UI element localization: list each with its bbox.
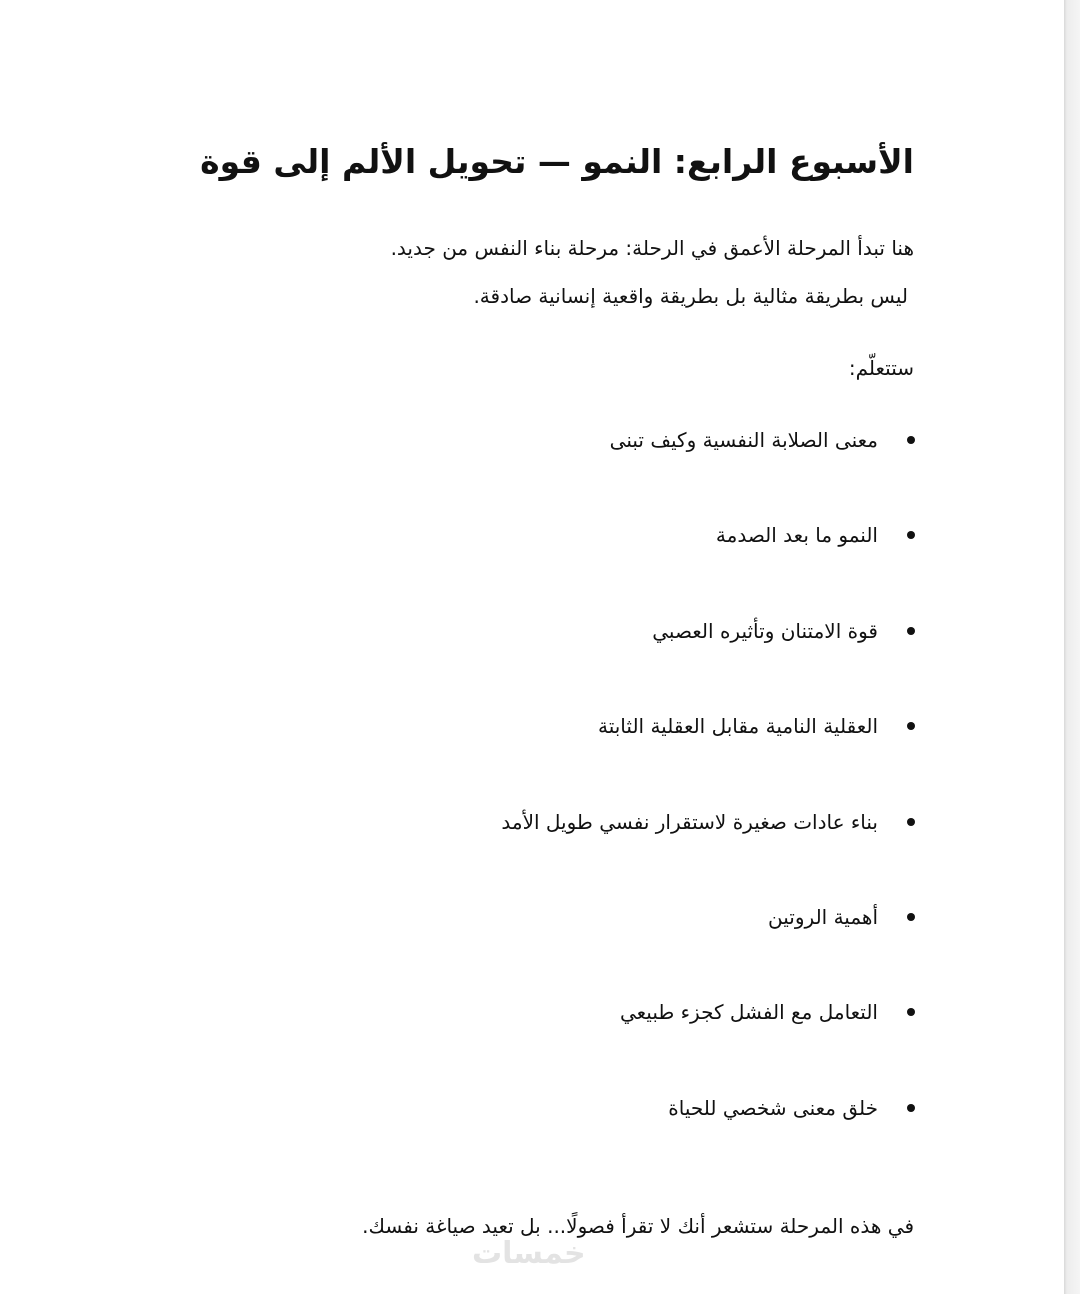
- closing-paragraph: في هذه المرحلة ستشعر أنك لا تقرأ فصولًا... بل تعيد صياغة نفسك.: [362, 1214, 914, 1238]
- bullet-icon: [907, 913, 915, 921]
- list-item: [501, 420, 878, 515]
- learn-label: ستتعلّم:: [848, 356, 914, 380]
- list-item-text: أهمية الروتين: [768, 904, 878, 929]
- list-item: [501, 802, 878, 897]
- intro-line-2: ليس بطريقة مثالية بل بطريقة واقعية إنسانية صادقة.: [473, 284, 908, 308]
- list-item-text: قوة الامتنان وتأثيره العصبي: [652, 618, 878, 643]
- list-item-text: بناء عادات صغيرة لاستقرار نفسي طويل الأمد: [501, 809, 878, 834]
- list-item-text: النمو ما بعد الصدمة: [715, 523, 878, 548]
- list-item: [501, 611, 878, 706]
- bullet-icon: [907, 1008, 915, 1016]
- list-item: [501, 1088, 878, 1183]
- bullet-icon: [907, 436, 915, 444]
- page-edge-shadow: [1064, 0, 1080, 1294]
- list-item: [501, 992, 878, 1087]
- intro-line-1: هنا تبدأ المرحلة الأعمق في الرحلة: مرحلة بناء النفس من جديد.: [390, 236, 914, 260]
- list-item-text: معنى الصلابة النفسية وكيف تبنى: [609, 428, 878, 452]
- bullet-icon: [907, 531, 915, 539]
- list-item-text: التعامل مع الفشل كجزء طبيعي: [619, 1000, 878, 1025]
- watermark-logo: خمسات: [472, 1236, 586, 1271]
- page-title: الأسبوع الرابع: النمو — تحويل الألم إلى قوة: [200, 142, 914, 181]
- topics-list: [501, 420, 878, 1183]
- bullet-icon: [907, 722, 915, 730]
- bullet-icon: [907, 818, 915, 826]
- list-item: [501, 706, 878, 801]
- list-item-text: خلق معنى شخصي للحياة: [668, 1095, 878, 1120]
- list-item: [501, 515, 878, 610]
- list-item: [501, 897, 878, 992]
- bullet-icon: [907, 627, 915, 635]
- bullet-icon: [907, 1104, 915, 1112]
- list-item-text: العقلية النامية مقابل العقلية الثابتة: [597, 714, 878, 739]
